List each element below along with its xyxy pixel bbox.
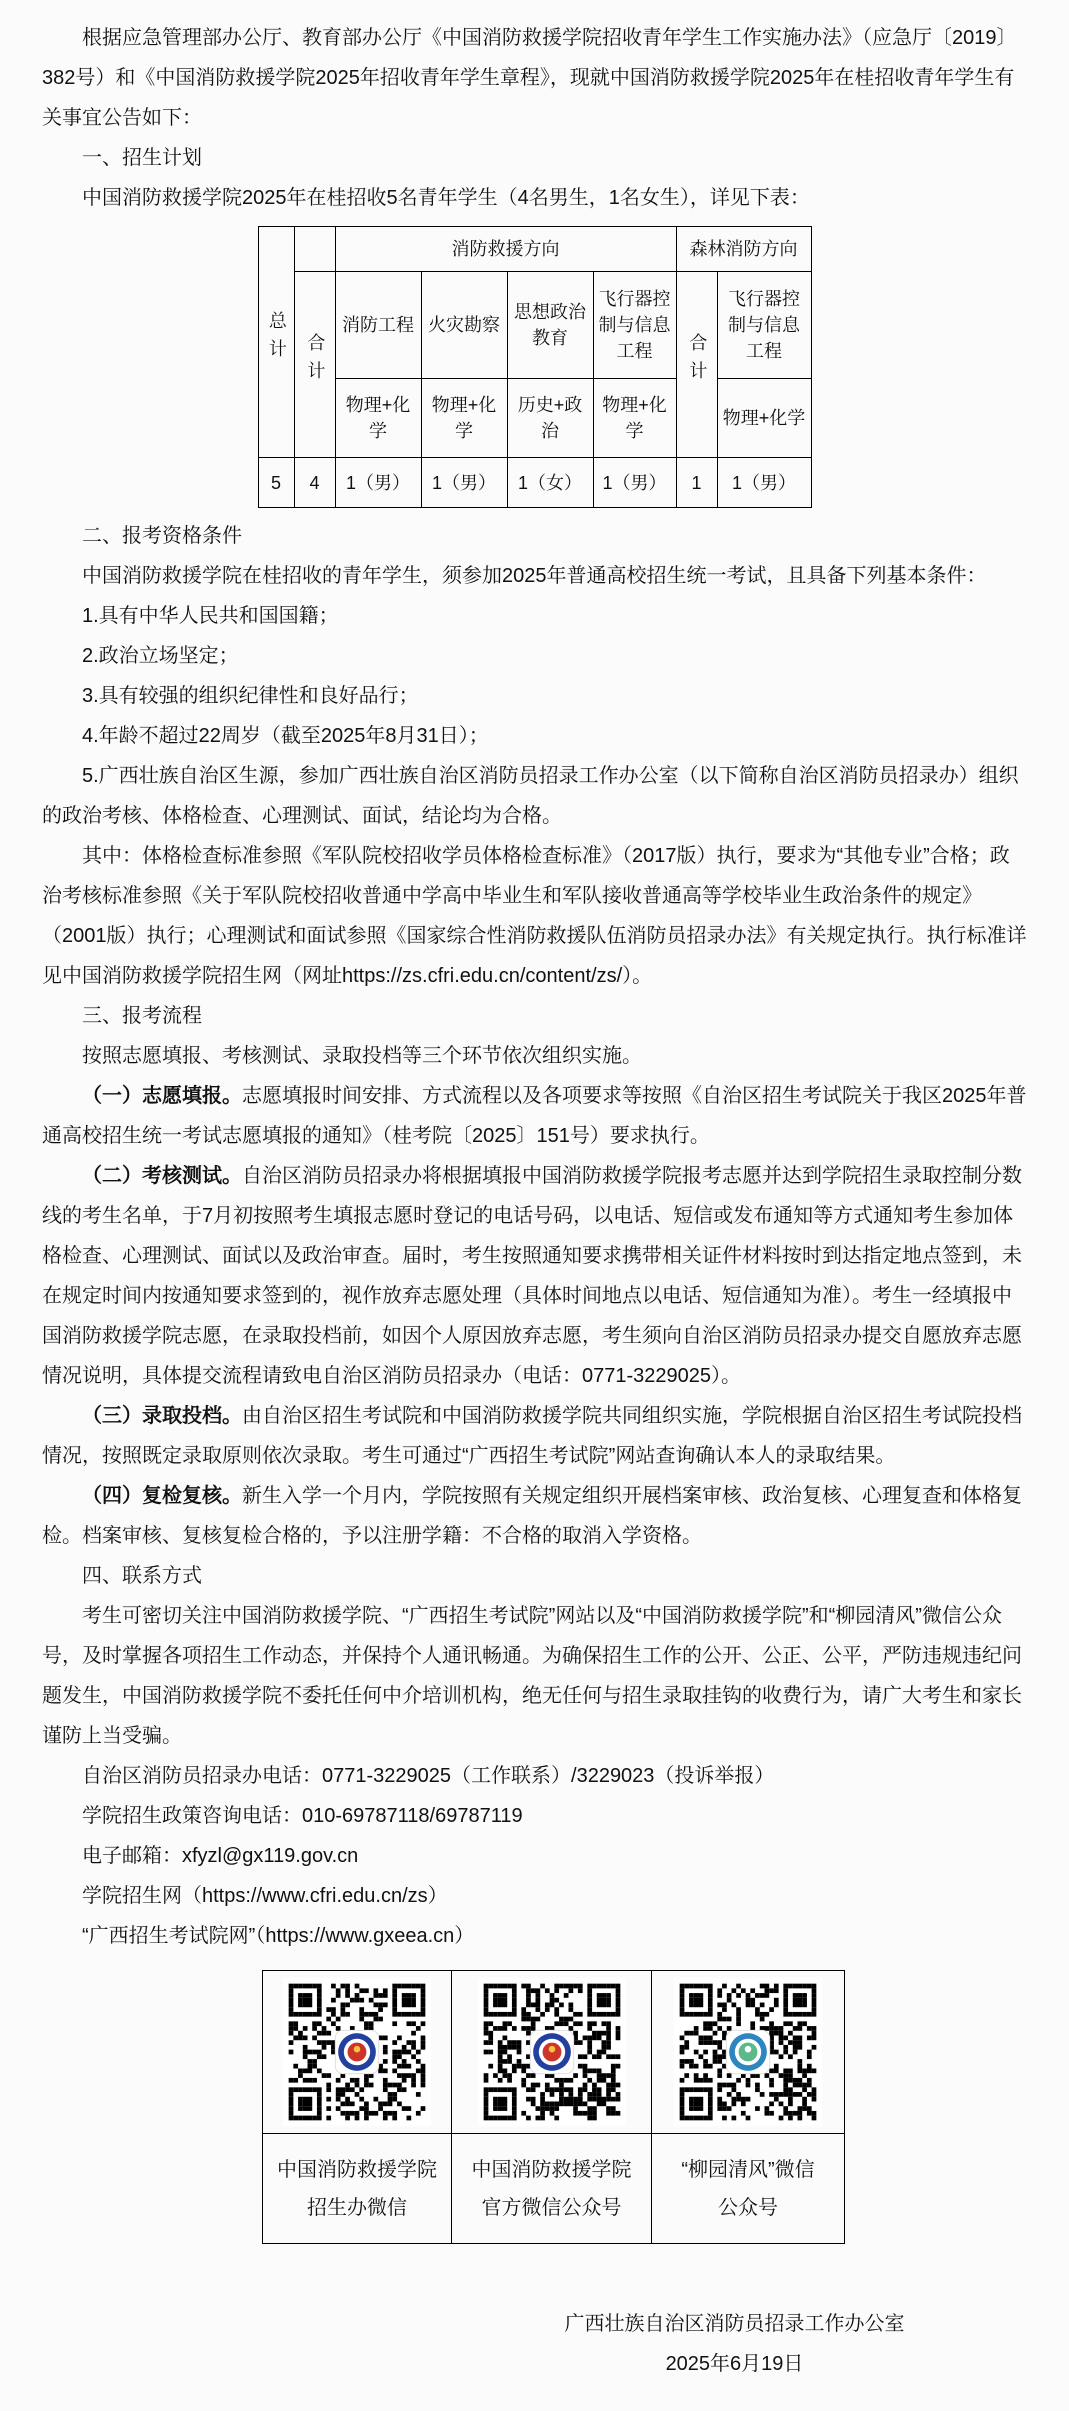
requirement-item: 1.具有中华人民共和国国籍； (82, 605, 339, 627)
plan-fire-subtotal-label: 合计 (305, 333, 326, 389)
gxeea-site-line: “广西招生考试院网”（https://www.gxeea.cn） (82, 1925, 475, 1947)
plan-total-value-cell: 5 (258, 458, 294, 508)
qr-cell (263, 1971, 452, 2134)
admission-site-line: 学院招生网（https://www.cfri.edu.cn/zs） (82, 1885, 448, 1907)
step-label: （四）复检复核。 (82, 1485, 242, 1507)
plan-forest-major-cell: 飞行器控制与信息工程 (717, 272, 811, 379)
section-4-heading: 四、联系方式 (82, 1565, 202, 1587)
step-label: （一）志愿填报。 (82, 1085, 242, 1107)
step-label: （三）录取投档。 (82, 1405, 242, 1427)
section-2-heading: 二、报考资格条件 (82, 525, 242, 547)
requirement-item: 2.政治立场坚定； (82, 645, 239, 667)
step-label: （二）考核测试。 (82, 1165, 242, 1187)
plan-empty-cell (294, 227, 335, 272)
qr-label-line: 官方微信公众号 (481, 2196, 622, 2219)
step-text: 志愿填报时间安排、方式流程以及各项要求等按照《自治区招生考试院关于我区2025年普通高校招生统一考试志愿填报的通知》（桂考院〔2025〕151号）要求执行。 (42, 1085, 1027, 1147)
qr-label-cell (652, 2134, 845, 2244)
step-admission-filing (42, 1396, 1027, 1476)
plan-forest-subtotal-header-cell (676, 272, 717, 458)
contact-notice-paragraph: 考生可密切关注中国消防救援学院、“广西招生考试院”网站以及“中国消防救援学院”和“柳园清风”微信公众号，及时掌握各项招生工作动态，并保持个人通讯畅通。为确保招生工作的公开、公正、公平，严防违规违纪问题发生，中国消防救援学院不委托任何中介培训机构，绝无任何与招生录取挂钩的收费行为，请广大考生和家长谨防上当受骗。 (42, 1605, 1022, 1747)
plan-forest-subtotal-label: 合计 (687, 333, 708, 389)
qr-cell (452, 1971, 652, 2134)
section-1-heading: 一、招生计划 (82, 147, 202, 169)
qr-label-line: 中国消防救援学院 (277, 2158, 437, 2181)
plan-fire-value-cell: 1（男） (593, 458, 676, 508)
plan-fire-major-cell: 飞行器控制与信息工程 (593, 272, 676, 379)
plan-fire-value-cell: 1（男） (335, 458, 421, 508)
qr-label-line: “柳园清风”微信 (681, 2158, 815, 2181)
step-recheck-review (42, 1476, 1027, 1556)
plan-fire-direction-header: 消防救援方向 (335, 227, 676, 272)
plan-fire-major-cell: 思想政治教育 (507, 272, 593, 379)
plan-fire-subject-cell: 物理+化学 (335, 379, 421, 458)
plan-fire-subject-cell: 物理+化学 (421, 379, 507, 458)
qr-code-cfri-admissions-wechat (283, 1978, 431, 2126)
plan-fire-subject-cell: 历史+政治 (507, 379, 593, 458)
intro-paragraph: 根据应急管理部办公厅、教育部办公厅《中国消防救援学院招收青年学生工作实施办法》（应急厅〔2019〕382号）和《中国消防救援学院2025年招收青年学生章程》，现就中国消防救援学院2025年在桂招收青年学生有关事宜公告如下： (42, 27, 1017, 129)
plan-fire-value-cell: 1（女） (507, 458, 593, 508)
plan-forest-subject-cell: 物理+化学 (717, 379, 811, 458)
plan-fire-value-cell: 1（男） (421, 458, 507, 508)
signature-block (42, 2304, 1027, 2384)
qr-cell (652, 1971, 845, 2134)
step-text: 由自治区招生考试院和中国消防救援学院共同组织实施，学院根据自治区招生考试院投档情况，按照既定录取原则依次录取。考生可通过“广西招生考试院”网站查询确认本人的录取结果。 (42, 1405, 1022, 1467)
plan-forest-subtotal-value-cell: 1 (676, 458, 717, 508)
plan-fire-major-cell: 火灾勘察 (421, 272, 507, 379)
plan-fire-major-cell: 消防工程 (335, 272, 421, 379)
section-3-intro: 按照志愿填报、考核测试、录取投档等三个环节依次组织实施。 (82, 1045, 642, 1067)
qr-code-cfri-official-wechat (478, 1978, 626, 2126)
qr-label-cell (452, 2134, 652, 2244)
section-2-intro: 中国消防救援学院在桂招收的青年学生，须参加2025年普通高校招生统一考试，且具备下列基本条件： (82, 565, 987, 587)
qr-label-line: 中国消防救援学院 (471, 2158, 632, 2181)
plan-fire-subject-cell: 物理+化学 (593, 379, 676, 458)
plan-fire-subtotal-header-cell (294, 272, 335, 458)
section-3-heading: 三、报考流程 (82, 1005, 202, 1027)
plan-forest-direction-header: 森林消防方向 (676, 227, 811, 272)
enrollment-plan-table (258, 226, 812, 508)
section-1-intro: 中国消防救援学院2025年在桂招收5名青年学生（4名男生，1名女生），详见下表： (82, 187, 810, 209)
qr-label-line: 公众号 (718, 2196, 778, 2219)
step-text: 自治区消防员招录办将根据填报中国消防救援学院报考志愿并达到学院招生录取控制分数线的考生名单，于7月初按照考生填报志愿时登记的电话号码，以电话、短信或发布通知等方式通知考生参加体格检查、心理测试、面试以及政治审查。届时，考生按照通知要求携带相关证件材料按时到达指定地点签到，未在规定时间内按通知要求签到的，视作放弃志愿处理（具体时间地点以电话、短信通知为准）。考生一经填报中国消防救援学院志愿，在录取投档前，如因个人原因放弃志愿，考生须向自治区消防员招录办提交自愿放弃志愿情况说明，具体提交流程请致电自治区消防员招录办（电话：0771-3229025）。 (42, 1165, 1022, 1387)
plan-total-header-cell (258, 227, 294, 458)
signature-office: 广西壮族自治区消防员招录工作办公室 (564, 2313, 905, 2335)
consult-phone-line: 学院招生政策咨询电话：010-69787118/69787119 (82, 1805, 523, 1827)
step-assessment-test (42, 1156, 1027, 1396)
plan-total-label: 总计 (266, 310, 287, 367)
plan-forest-value-cell: 1（男） (717, 458, 811, 508)
qr-label-cell (263, 2134, 452, 2244)
plan-fire-subtotal-value-cell: 4 (294, 458, 335, 508)
requirement-item: 4.年龄不超过22周岁（截至2025年8月31日）； (82, 725, 489, 747)
requirement-item: 5.广西壮族自治区生源，参加广西壮族自治区消防员招录工作办公室（以下简称自治区消防员招录办）组织的政治考核、体格检查、心理测试、面试，结论均为合格。 (42, 765, 1019, 827)
contact-phone-line: 自治区消防员招录办电话：0771-3229025（工作联系）/3229023（投诉举报） (82, 1765, 775, 1787)
email-line: 电子邮箱：xfyzl@gx119.gov.cn (82, 1845, 359, 1867)
step-text: 新生入学一个月内，学院按照有关规定组织开展档案审核、政治复核、心理复查和体格复检。档案审核、复核复检合格的，予以注册学籍：不合格的取消入学资格。 (42, 1485, 1022, 1547)
step-volunteer-filling (42, 1076, 1027, 1156)
physical-exam-note: 其中：体格检查标准参照《军队院校招收学员体格检查标准》（2017版）执行，要求为“其他专业”合格；政治考核标准参照《关于军队院校招收普通中学高中毕业生和军队接收普通高等学校毕业生政治条件的规定》（2001版）执行；心理测试和面试参照《国家综合性消防救援队伍消防员招录办法》有关规定执行。执行标准详见中国消防救援学院招生网（网址https://zs.cfri.edu.cn/content/zs/）。 (42, 845, 1027, 987)
qr-code-liuyuanqingfeng-wechat (674, 1978, 822, 2126)
qr-codes-table (262, 1970, 845, 2244)
qr-label-line: 招生办微信 (307, 2196, 407, 2219)
requirement-item: 3.具有较强的组织纪律性和良好品行； (82, 685, 419, 707)
signature-date: 2025年6月19日 (665, 2353, 804, 2375)
